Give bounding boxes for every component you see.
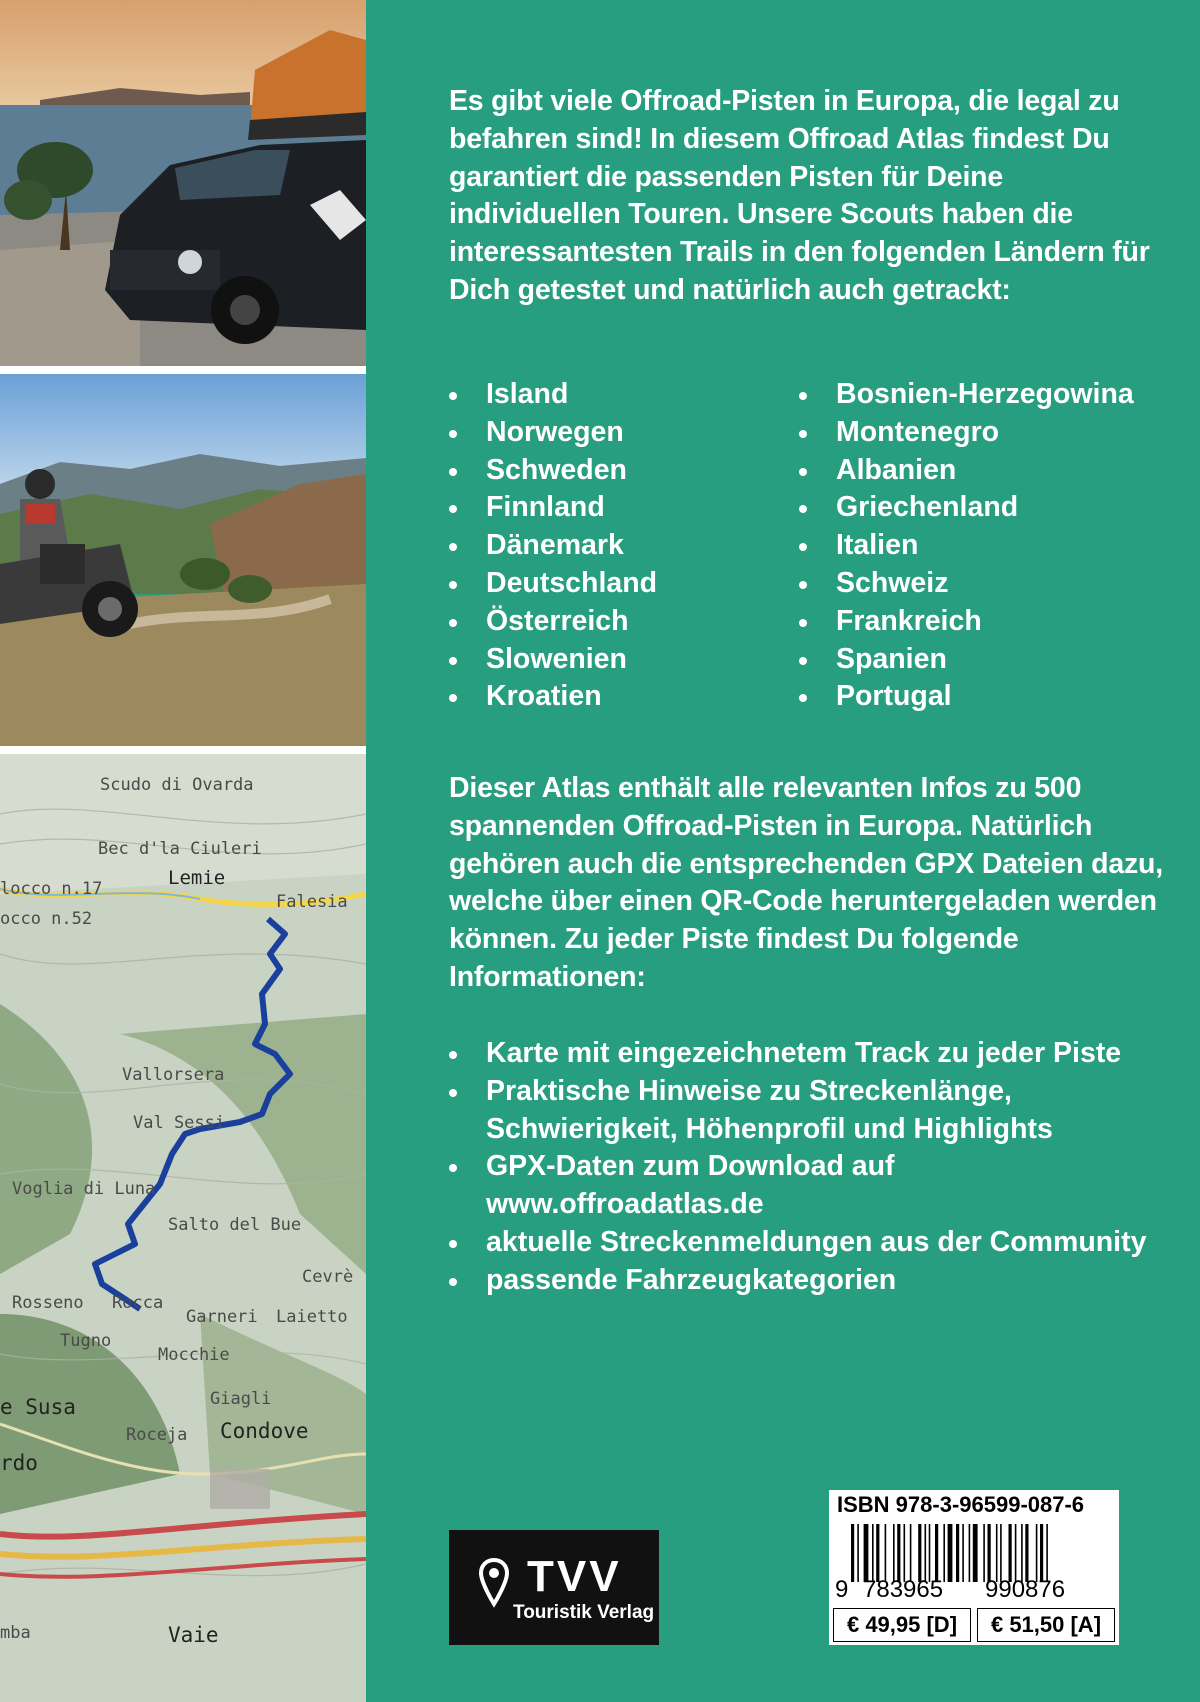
map-label: Tugno [60, 1331, 112, 1351]
map-label: Laietto [276, 1307, 348, 1327]
map-label: mba [0, 1623, 31, 1643]
barcode-bar [1000, 1524, 1002, 1582]
barcode-bar [973, 1524, 978, 1582]
barcode-bar [988, 1524, 991, 1582]
barcode-bar [929, 1524, 931, 1582]
country-item: Kroatien [449, 678, 799, 716]
feature-item: passende Fahrzeugkategorien [449, 1262, 1169, 1300]
price-row [833, 1608, 1115, 1642]
map-label: Condove [220, 1419, 309, 1443]
barcode-bar [872, 1524, 874, 1582]
location-pin-icon [479, 1558, 509, 1608]
country-item: Montenegro [799, 414, 1134, 452]
map-label: e Susa [0, 1395, 76, 1419]
barcode-bar [1040, 1524, 1043, 1582]
isbn-barcode-box [829, 1490, 1119, 1645]
barcode-bar [1036, 1524, 1038, 1582]
map-label: rdo [0, 1451, 38, 1475]
country-item: Dänemark [449, 527, 799, 565]
country-item: Deutschland [449, 565, 799, 603]
feature-item: GPX-Daten zum Download auf www.offroadatlas.de [449, 1148, 1169, 1224]
map-label: Rosseno [12, 1293, 84, 1313]
country-item: Finnland [449, 489, 799, 527]
map-label: Vallorsera [122, 1065, 225, 1085]
map-label: Mocchie [158, 1345, 230, 1365]
barcode-bar [925, 1524, 927, 1582]
map-label: Rocca [112, 1293, 164, 1313]
country-item: Portugal [799, 678, 1134, 716]
car-photo [0, 0, 366, 366]
map-label: occo n.52 [0, 909, 93, 929]
country-item: Island [449, 376, 799, 414]
barcode-bar [1046, 1524, 1048, 1582]
barcode-bar [851, 1524, 854, 1582]
barcode-digits [835, 1576, 1115, 1604]
topographic-map [0, 754, 366, 1702]
price-austria: € 51,50 [A] [977, 1608, 1115, 1642]
map-label: Scudo di Ovarda [100, 775, 254, 795]
barcode-bar [1009, 1524, 1012, 1582]
barcode [851, 1524, 1101, 1582]
price-germany: € 49,95 [D] [833, 1608, 971, 1642]
barcode-bar [943, 1524, 945, 1582]
feature-item: Karte mit eingezeichnetem Track zu jeder Piste [449, 1035, 1169, 1073]
map-label: Falesia [276, 892, 348, 912]
map-label: Salto del Bue [168, 1215, 302, 1235]
country-list [449, 376, 1169, 716]
barcode-bar [969, 1524, 971, 1582]
intro-paragraph: Es gibt viele Offroad-Pisten in Europa, die legal zu befahren sind! In diesem Offroad Atlas findest Du garantiert die passenden Pisten für Deine individuellen Touren. Unsere Scouts haben die interessantesten Trails in den folgenden Ländern für Dich getestet und natürlich auch getrackt: [449, 85, 1150, 306]
barcode-bar [1021, 1524, 1023, 1582]
barcode-digit-lead: 9 [835, 1576, 849, 1603]
map-label: Vaie [168, 1623, 219, 1647]
barcode-digit-group: 783965 [863, 1576, 944, 1603]
map-label: Giagli [210, 1389, 272, 1409]
country-item: Italien [799, 527, 1134, 565]
barcode-bar [948, 1524, 953, 1582]
barcode-bar [904, 1524, 906, 1582]
country-column-left [449, 376, 799, 716]
atlas-paragraph: Dieser Atlas enthält alle relevanten Infos zu 500 spannenden Offroad-Pisten in Europa. Natürlich gehören auch die entsprechenden GPX Dateien dazu, welche über einen QR-Code heruntergeladen werden können. Zu jeder Piste findest Du folgende Informationen: [449, 772, 1163, 993]
publisher-logo [449, 1530, 659, 1645]
map-label: Voglia di Luna [12, 1179, 156, 1199]
motorcycle-photo [0, 374, 366, 746]
barcode-bar [876, 1524, 879, 1582]
barcode-bar [910, 1524, 912, 1582]
barcode-digit-group: 990876 [985, 1576, 1066, 1603]
map-label: Roceja [126, 1425, 188, 1445]
isbn-label: ISBN 978-3-96599-087-6 [837, 1492, 1085, 1517]
map-label: locco n.17 [0, 879, 103, 899]
country-item: Schweiz [799, 565, 1134, 603]
country-item: Albanien [799, 452, 1134, 490]
country-item: Frankreich [799, 603, 1134, 641]
country-item: Schweden [449, 452, 799, 490]
country-item: Spanien [799, 641, 1134, 679]
barcode-bar [1015, 1524, 1017, 1582]
photo-divider [0, 366, 366, 374]
barcode-bar [893, 1524, 895, 1582]
map-label: Lemie [168, 867, 226, 889]
country-item: Norwegen [449, 414, 799, 452]
barcode-bar [864, 1524, 869, 1582]
publisher-brand: TVV [527, 1552, 622, 1601]
country-column-right [799, 376, 1134, 716]
map-label: Cevrè [302, 1267, 354, 1287]
barcode-bar [857, 1524, 859, 1582]
country-item: Bosnien-Herzegowina [799, 376, 1134, 414]
country-item: Slowenien [449, 641, 799, 679]
publisher-subtitle: Touristik Verlag [513, 1602, 655, 1623]
map-label: Val Sessi [133, 1113, 226, 1133]
map-label: Garneri [186, 1307, 258, 1327]
barcode-bar [885, 1524, 887, 1582]
barcode-bar [935, 1524, 938, 1582]
map-label: Bec d'la Ciuleri [98, 839, 262, 859]
barcode-bar [983, 1524, 985, 1582]
barcode-bar [897, 1524, 900, 1582]
barcode-bar [956, 1524, 959, 1582]
feature-item: aktuelle Streckenmeldungen aus der Community [449, 1224, 1169, 1262]
feature-list [449, 1035, 1169, 1300]
feature-item: Praktische Hinweise zu Streckenlänge, Schwierigkeit, Höhenprofil und Highlights [449, 1073, 1169, 1149]
country-item: Österreich [449, 603, 799, 641]
barcode-bar [918, 1524, 921, 1582]
photo-divider [0, 746, 366, 754]
barcode-bar [996, 1524, 998, 1582]
barcode-bar [962, 1524, 964, 1582]
country-item: Griechenland [799, 489, 1134, 527]
barcode-bar [1025, 1524, 1028, 1582]
